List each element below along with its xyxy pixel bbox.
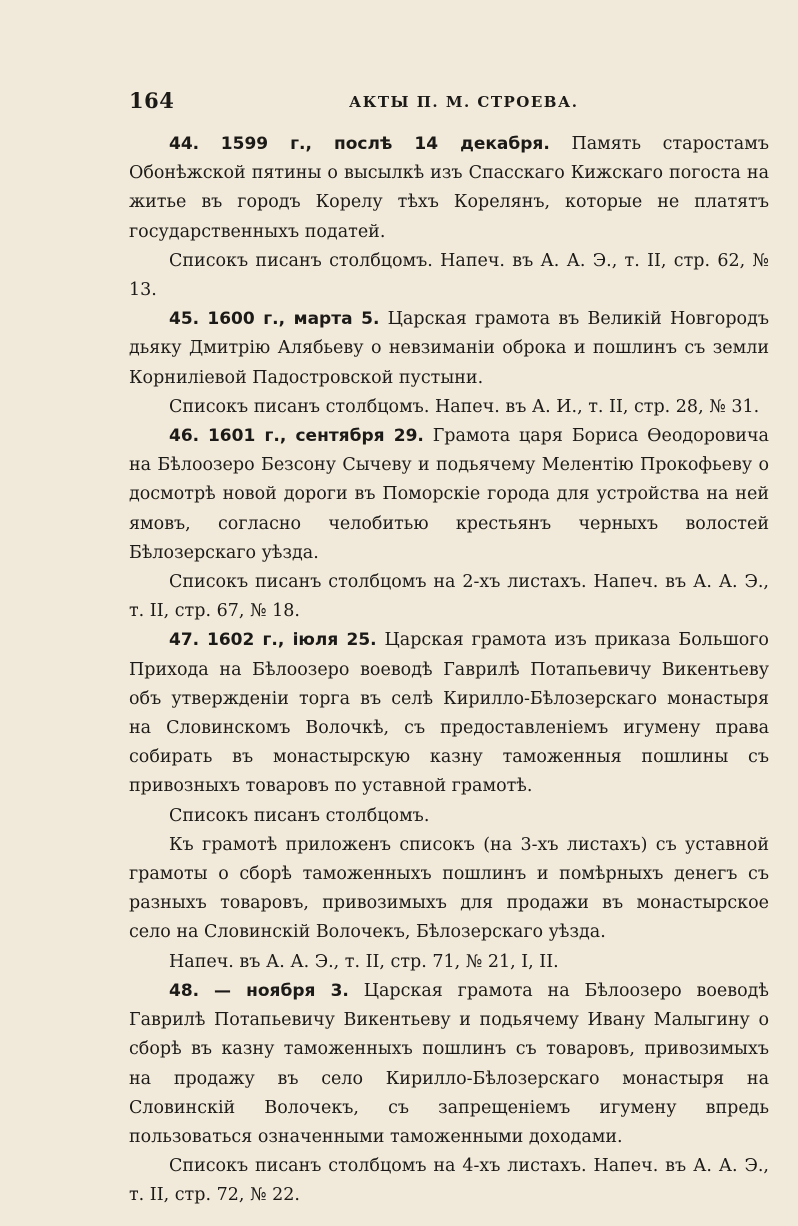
entry-date: — ноября 3. [213,980,349,1001]
entry-attachment-note: Къ грамотѣ приложенъ списокъ (на 3-хъ листахъ) съ уставной грамоты о сборѣ таможенныхъ пошлинъ и помѣрныхъ денегъ съ разныхъ товаровъ, привозимыхъ для продажи въ монастырское село на Словинскій Волочекъ, Бѣлозерскаго уѣзда. [129,834,769,943]
entry-text [129,422,769,568]
entry-source-note: Списокъ писанъ столбцомъ на 2-хъ листахъ. Напеч. въ А. А. Э., т. II, стр. 67, № 18. [129,572,769,622]
entry-date: 1599 г., послѣ 14 декабря. [220,134,550,154]
entry-text [129,130,769,247]
entry-44 [129,130,769,305]
entry-text [129,305,769,393]
entry-publication-note: Напеч. въ А. А. Э., т. II, стр. 71, № 21, I, II. [169,951,559,972]
entry-number: 45. [169,309,200,330]
entry-text [129,626,769,801]
entry-date: 1602 г., іюля 25. [207,630,377,651]
entry-48 [129,977,769,1211]
entry-number: 47. [169,630,200,651]
entry-date: 1601 г., сентября 29. [207,426,424,447]
entry-summary: Царская грамота на Бѣлоозеро воеводѣ Гаврилѣ Потапьевичу Викентьеву и подьячему Ивану Малыгину о сборѣ въ казну таможенныхъ пошлинъ съ товаровъ, привозимыхъ на продажу въ село Кирилло-Бѣлозерскаго монастыря на Словинскій Волочекъ, съ запрещеніемъ игумену впредь пользоваться означенными таможенными доходами. [129,980,769,1147]
entry-source-note: Списокъ писанъ столбцомъ. Напеч. въ А. И., т. II, стр. 28, № 31. [169,396,760,417]
entry-number: 48. [169,980,200,1001]
entry-date: 1600 г., марта 5. [207,309,380,330]
entry-47 [129,626,769,976]
entry-summary: Царская грамота изъ приказа Большого Прихода на Бѣлоозеро воеводѣ Гаврилѣ Потапьевичу Викентьеву объ утвержденіи торга въ селѣ Кирилло-Бѣлозерскаго монастыря на Словинскомъ Волочкѣ, съ предоставленіемъ игумену права собирать въ монастырскую казну таможенныя пошлины съ привозныхъ товаровъ по уставной грамотѣ. [129,630,769,797]
document-body [129,130,769,1211]
entry-source-note: Списокъ писанъ столбцомъ на 4-хъ листахъ. Напеч. въ А. А. Э., т. II, стр. 72, № 22. [129,1156,769,1206]
entry-summary: Память старостамъ Обонѣжской пятины о высылкѣ изъ Спасскаго Кижскаго погоста на житье въ городъ Корелу тѣхъ Корелянъ, которые не платятъ государственныхъ податей. [129,134,769,242]
page-header [129,88,769,118]
entry-summary: Грамота царя Бориса Ѳеодоровича на Бѣлоозеро Безсону Сычеву и подьячему Мелентію Прокофьеву о досмотрѣ новой дороги въ Поморскіе города для устройства на ней ямовъ, согласно челобитью крестьянъ черныхъ волостей Бѣлозерскаго уѣзда. [129,426,769,563]
entry-46 [129,422,769,626]
entry-text [129,977,769,1152]
page-number: 164 [129,88,175,113]
entry-number: 44. [169,134,200,154]
entry-source-note: Списокъ писанъ столбцомъ. Напеч. въ А. А. Э., т. II, стр. 62, № 13. [129,250,769,301]
entry-number: 46. [169,426,200,447]
entry-45 [129,305,769,422]
running-title: АКТЫ П. М. СТРОЕВА. [349,93,579,111]
entry-source-note: Списокъ писанъ столбцомъ. [169,805,430,826]
entry-summary: Царская грамота въ Великій Новгородъ дьяку Дмитрію Алябьеву о невзиманіи оброка и пошлинъ съ земли Корниліевой Падостровской пустыни. [129,309,769,388]
